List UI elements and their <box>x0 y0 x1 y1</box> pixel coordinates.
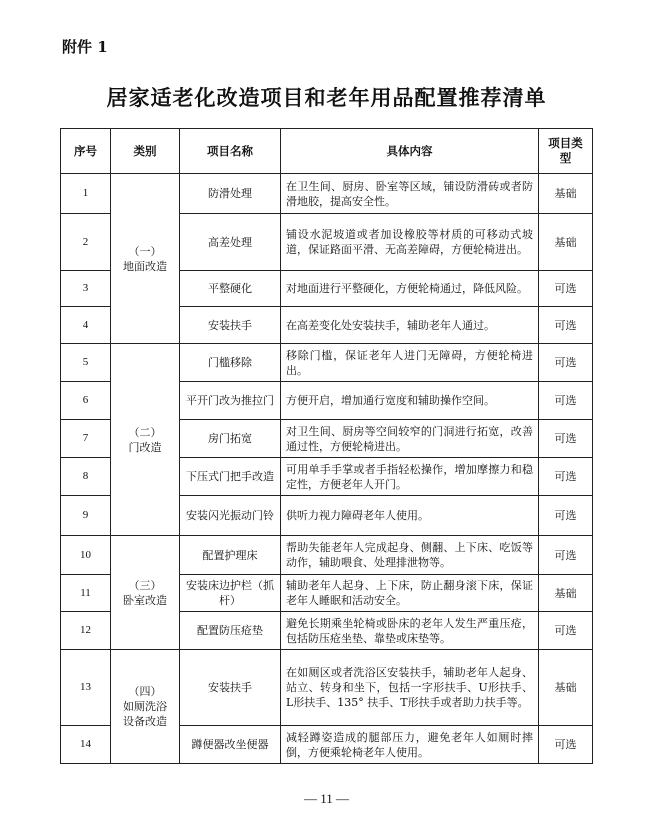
item-cell: 高差处理 <box>180 214 281 271</box>
content-cell: 辅助老年人起身、上下床，防止翻身滚下床，保证老年人睡眠和活动安全。 <box>281 575 539 612</box>
item-cell: 蹲便器改坐便器 <box>180 726 281 764</box>
table-row <box>61 174 593 214</box>
seq-cell: 5 <box>61 344 111 382</box>
item-cell: 安装床边护栏（抓杆） <box>180 575 281 612</box>
type-cell: 基础 <box>539 174 593 214</box>
type-cell: 可选 <box>539 458 593 496</box>
header-seq: 序号 <box>61 129 111 174</box>
type-cell: 可选 <box>539 726 593 764</box>
category-cell <box>111 536 180 650</box>
item-cell: 下压式门把手改造 <box>180 458 281 496</box>
type-cell: 可选 <box>539 420 593 458</box>
seq-cell: 2 <box>61 214 111 271</box>
content-cell: 方便开启，增加通行宽度和辅助操作空间。 <box>281 382 539 420</box>
item-cell: 配置防压疮垫 <box>180 612 281 650</box>
content-cell: 对卫生间、厨房等空间较窄的门洞进行拓宽，改善通过性，方便轮椅进出。 <box>281 420 539 458</box>
item-cell: 安装扶手 <box>180 307 281 344</box>
seq-cell: 4 <box>61 307 111 344</box>
content-cell: 减轻蹲姿造成的腿部压力，避免老年人如厕时摔倒，方便乘轮椅老年人使用。 <box>281 726 539 764</box>
page-number: — 11 — <box>303 791 350 806</box>
category-label: （二） 门改造 <box>128 425 162 454</box>
type-cell: 可选 <box>539 382 593 420</box>
category-label: （三） 卧室改造 <box>123 578 167 607</box>
content-cell: 铺设水泥坡道或者加设橡胶等材质的可移动式坡道，保证路面平滑、无高差障碍，方便轮椅进出。 <box>281 214 539 271</box>
type-cell: 基础 <box>539 650 593 726</box>
category-label: （一） 地面改造 <box>123 244 167 273</box>
content-cell: 帮助失能老年人完成起身、侧翻、上下床、吃饭等动作，辅助喂食、处理排泄物等。 <box>281 536 539 575</box>
type-cell: 可选 <box>539 307 593 344</box>
content-cell: 在高差变化处安装扶手，辅助老年人通过。 <box>281 307 539 344</box>
seq-cell: 12 <box>61 612 111 650</box>
item-cell: 配置护理床 <box>180 536 281 575</box>
table-header-row <box>61 129 593 174</box>
item-cell: 门槛移除 <box>180 344 281 382</box>
seq-cell: 8 <box>61 458 111 496</box>
content-cell: 对地面进行平整硬化，方便轮椅通过，降低风险。 <box>281 271 539 307</box>
type-cell: 可选 <box>539 496 593 536</box>
header-category: 类别 <box>111 129 180 174</box>
category-cell <box>111 174 180 344</box>
seq-cell: 3 <box>61 271 111 307</box>
item-cell: 安装扶手 <box>180 650 281 726</box>
category-cell <box>111 650 180 764</box>
item-cell: 平开门改为推拉门 <box>180 382 281 420</box>
type-cell: 基础 <box>539 575 593 612</box>
attachment-label: 附件 1 <box>62 38 108 56</box>
seq-cell: 14 <box>61 726 111 764</box>
item-cell: 平整硬化 <box>180 271 281 307</box>
type-cell: 可选 <box>539 271 593 307</box>
type-cell: 可选 <box>539 344 593 382</box>
seq-cell: 1 <box>61 174 111 214</box>
content-cell: 可用单手手掌或者手指轻松操作，增加摩擦力和稳定性，方便老年人开门。 <box>281 458 539 496</box>
content-cell: 在卫生间、厨房、卧室等区域，铺设防滑砖或者防滑地胶，提高安全性。 <box>281 174 539 214</box>
seq-cell: 7 <box>61 420 111 458</box>
content-cell: 在如厕区或者洗浴区安装扶手，辅助老年人起身、站立、转身和坐下，包括一字形扶手、U形扶手、L形扶手、135° 扶手、T形扶手或者助力扶手等。 <box>281 650 539 726</box>
recommendation-table <box>60 128 593 764</box>
document-title: 居家适老化改造项目和老年用品配置推荐清单 <box>106 85 547 110</box>
content-cell: 移除门槛，保证老年人进门无障碍，方便轮椅进出。 <box>281 344 539 382</box>
seq-cell: 9 <box>61 496 111 536</box>
seq-cell: 13 <box>61 650 111 726</box>
header-item: 项目名称 <box>180 129 281 174</box>
table-row <box>61 344 593 382</box>
category-cell <box>111 344 180 536</box>
category-label: （四） 如厕洗浴 设备改造 <box>123 685 167 728</box>
type-cell: 基础 <box>539 214 593 271</box>
type-cell: 可选 <box>539 536 593 575</box>
table-row <box>61 536 593 575</box>
seq-cell: 6 <box>61 382 111 420</box>
seq-cell: 10 <box>61 536 111 575</box>
item-cell: 防滑处理 <box>180 174 281 214</box>
item-cell: 安装闪光振动门铃 <box>180 496 281 536</box>
content-cell: 避免长期乘坐轮椅或卧床的老年人发生严重压疮，包括防压疮坐垫、靠垫或床垫等。 <box>281 612 539 650</box>
table-row <box>61 650 593 726</box>
header-content: 具体内容 <box>281 129 539 174</box>
header-type: 项目类型 <box>539 129 593 174</box>
type-cell: 可选 <box>539 612 593 650</box>
item-cell: 房门拓宽 <box>180 420 281 458</box>
content-cell: 供听力视力障碍老年人使用。 <box>281 496 539 536</box>
seq-cell: 11 <box>61 575 111 612</box>
